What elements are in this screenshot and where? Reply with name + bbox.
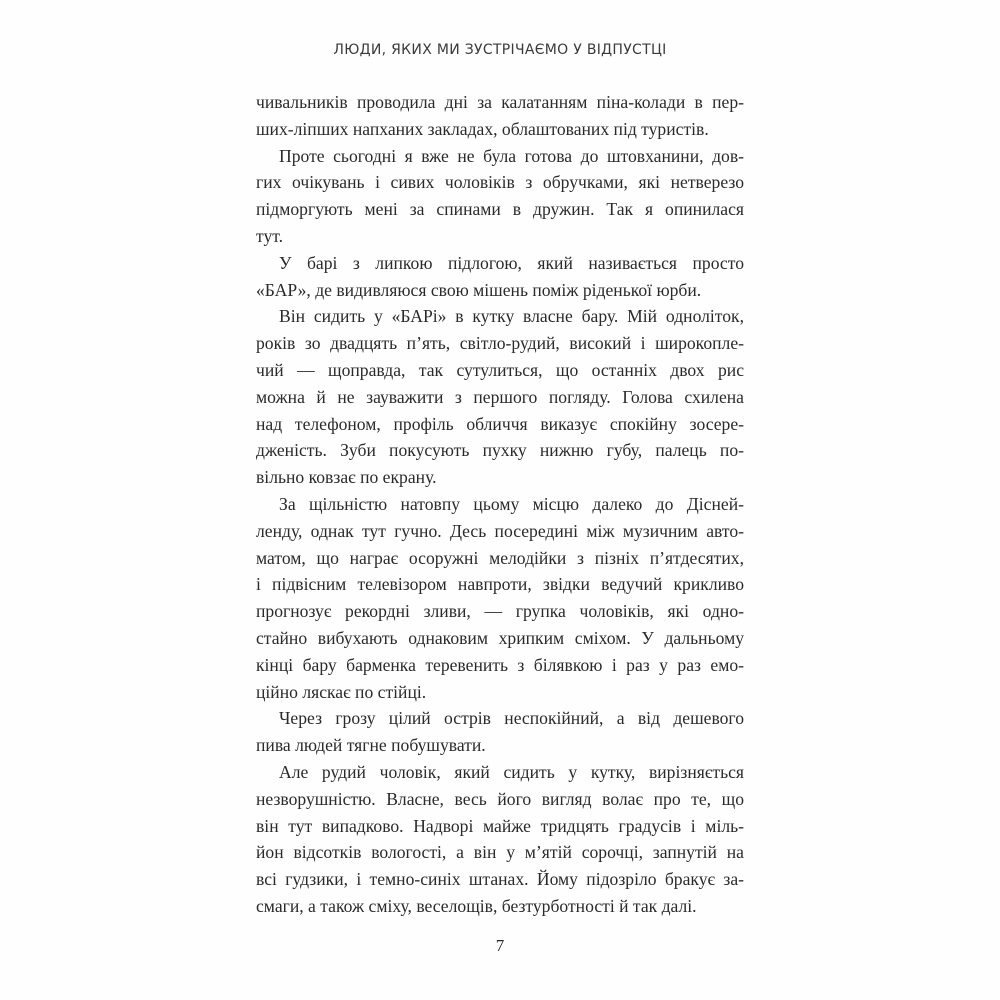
text-line: тут. [256,225,284,246]
text-line: над телефоном, профіль обличчя виказує спокійну зосере- [256,413,744,434]
text-line: ленду, однак тут гучно. Десь посередині між музичним авто- [256,520,744,541]
running-head: ЛЮДИ, ЯКИХ МИ ЗУСТРІЧАЄМО У ВІДПУСТЦІ [333,42,667,58]
text-line: і підвісним телевізором навпроти, звідки ведучий крикливо [256,574,744,595]
text-line: незворушністю. Власне, весь його вигляд волає про те, що [256,788,744,809]
text-line: ційно ляскає по стійці. [256,681,427,702]
text-line: він тут випадково. Надворі майже тридцять градусів і міль- [256,815,744,836]
text-line: Але рудий чоловік, який сидить у кутку, вирізняється [279,761,744,782]
paragraph [256,303,744,491]
text-line: гих очікувань і сивих чоловіків з обручками, які нетверезо [256,172,744,193]
text-line: кінці бару барменка теревенить з білявкою і раз у раз емо- [256,654,744,675]
text-line: всі гудзики, і темно-синіх штанах. Йому підозріло бракує за- [256,869,744,890]
text-line: років зо двадцять п’ять, світло-рудий, високий і широкопле- [256,333,744,354]
text-line: дженість. Зуби покусують пухку нижню губу, палець по- [256,440,744,461]
text-line: За щільністю натовпу цьому місцю далеко до Дісней- [279,493,744,514]
paragraph [256,143,744,250]
text-line: Через грозу цілий острів неспокійний, а від дешевого [279,708,744,729]
text-line: чий — щоправда, так сутулиться, що останніх двох рис [256,359,744,380]
text-line: матом, що награє осоружні мелодійки з пізніх п’ятдесятих, [256,547,744,568]
text-line: прогнозує рекордні зливи, — групка чоловіків, які одно- [256,601,744,622]
text-line: стайно вибухають однаковим хрипким сміхом. У дальньому [256,627,744,648]
paragraph [256,759,744,920]
page-number: 7 [495,936,505,955]
text-line: У барі з липкою підлогою, який називається просто [279,252,744,273]
text-line: Він сидить у «БАРі» в кутку власне бару. Мій одноліток, [279,306,744,327]
text-line: можна й не зауважити з першого погляду. Голова схилена [256,386,744,407]
text-line: ших-ліпших напханих закладах, облаштованих під туристів. [256,118,709,139]
text-line: Проте сьогодні я вже не була готова до штовханини, дов- [279,145,744,166]
paragraph [256,491,744,705]
paragraph [256,250,744,304]
paragraph [256,89,744,143]
text-line: йон відсотків вологості, а він у м’ятій сорочці, запнутій на [256,842,744,863]
text-line: підморгують мені за спинами в дружин. Так я опинилася [256,199,744,220]
text-line: «БАР», де видивляюся свою мішень поміж ріденької юрби. [256,279,702,300]
body-text [256,89,744,920]
text-line: вільно ковзає по екрану. [256,467,437,488]
text-line: чивальників проводила дні за калатанням піна-колади в пер- [256,92,744,112]
paragraph [256,705,744,759]
text-line: смаги, а також сміху, веселощів, безтурботності й так далі. [256,895,697,916]
text-line: пива людей тягне побушувати. [256,735,486,756]
